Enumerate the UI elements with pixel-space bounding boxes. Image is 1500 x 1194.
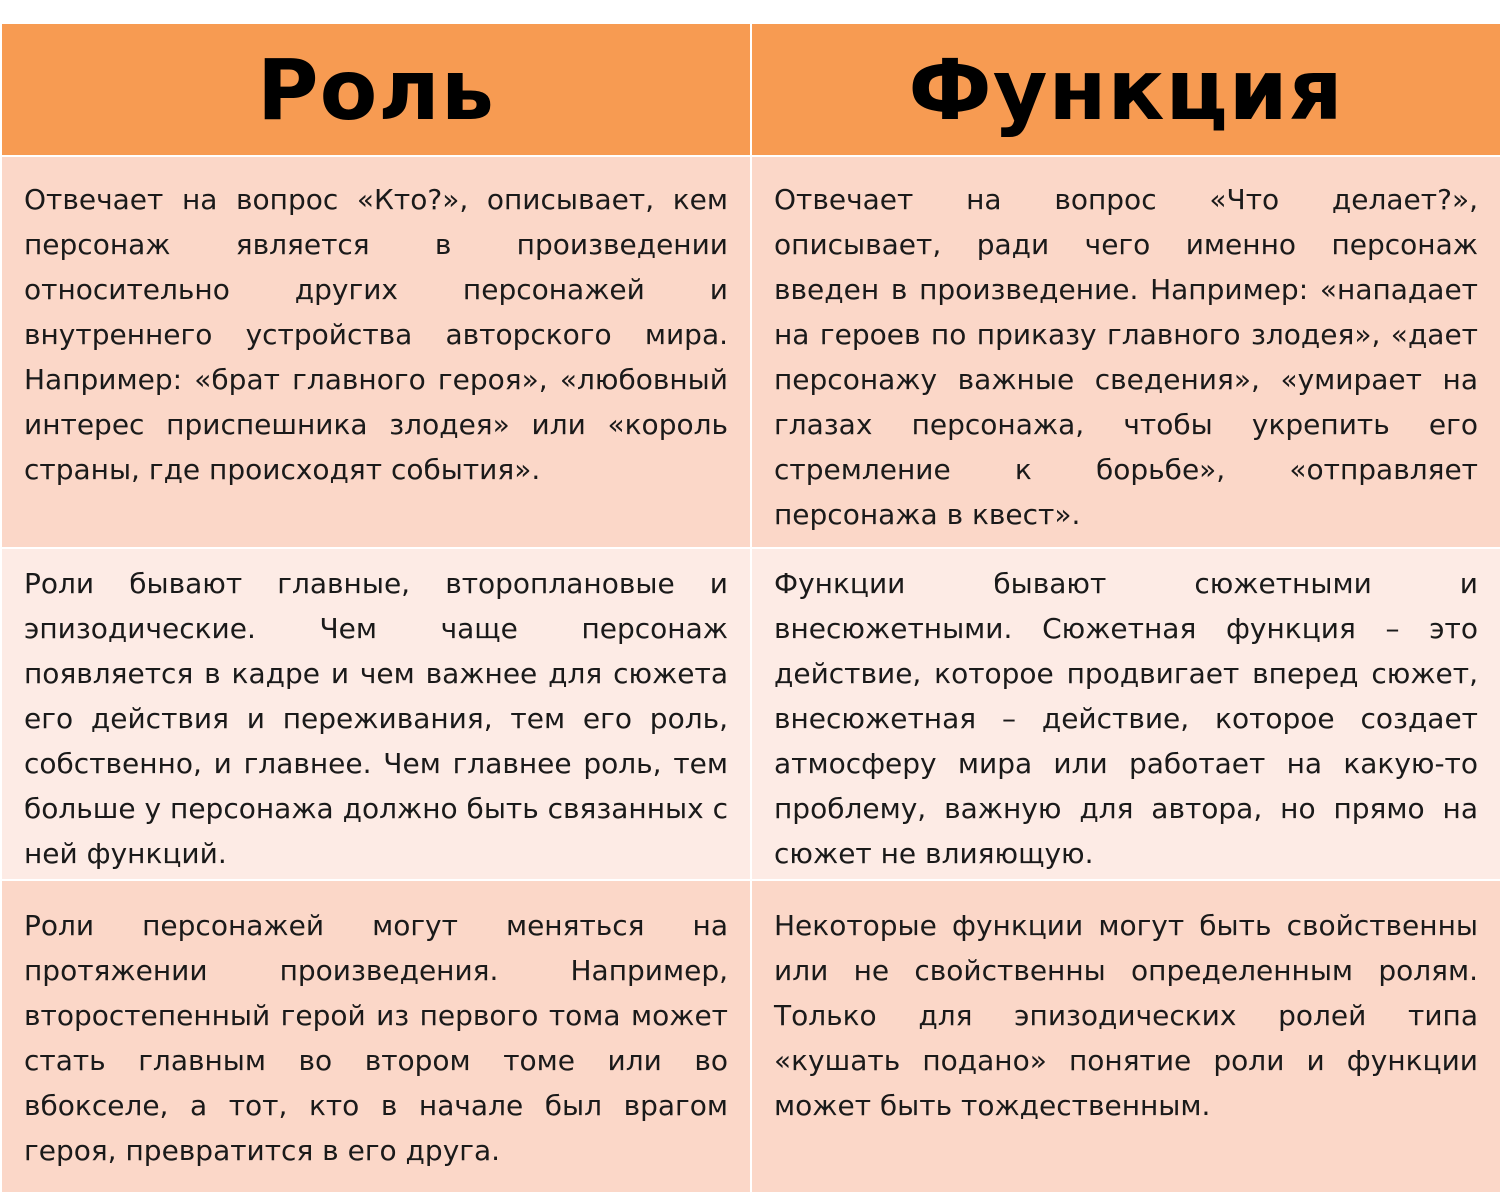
function-cell: Отвечает на вопрос «Что делает?», описывает, ради чего именно персонаж введен в произведение. Например: «нападает на героев по приказу главного злодея», «дает персонажу важные сведения», «умирает на глазах персонажа, чтобы укрепить его стремление к борьбе», «отправляет персонажа в квест». (751, 156, 1500, 548)
table-row (1, 548, 1500, 880)
function-cell: Некоторые функции могут быть свойственны или не свойственны определенным ролям. Только для эпизодических ролей типа «кушать подано» понятие роли и функции может быть тождественным. (751, 880, 1500, 1193)
header-row (1, 23, 1500, 156)
role-cell: Роли персонажей могут меняться на протяжении произведения. Например, второстепенный герой из первого тома может стать главным во втором томе или во вбокселе, а тот, кто в начале был врагом героя, превратится в его друга. (1, 880, 751, 1193)
table-row (1, 880, 1500, 1193)
header-function: Функция (751, 23, 1500, 156)
function-cell: Функции бывают сюжетными и внесюжетными. Сюжетная функция – это действие, которое продвигает вперед сюжет, внесюжетная – действие, которое создает атмосферу мира или работает на какую-то проблему, важную для автора, но прямо на сюжет не влияющую. (751, 548, 1500, 880)
table-row (1, 156, 1500, 548)
role-cell: Роли бывают главные, второплановые и эпизодические. Чем чаще персонаж появляется в кадре и чем важнее для сюжета его действия и переживания, тем его роль, собственно, и главнее. Чем главнее роль, тем больше у персонажа должно быть связанных с ней функций. (1, 548, 751, 880)
header-role: Роль (1, 23, 751, 156)
comparison-table (0, 22, 1500, 1194)
role-cell: Отвечает на вопрос «Кто?», описывает, кем персонаж является в произведении относительно других персонажей и внутреннего устройства авторского мира. Например: «брат главного героя», «любовный интерес приспешника злодея» или «король страны, где происходят события». (1, 156, 751, 548)
